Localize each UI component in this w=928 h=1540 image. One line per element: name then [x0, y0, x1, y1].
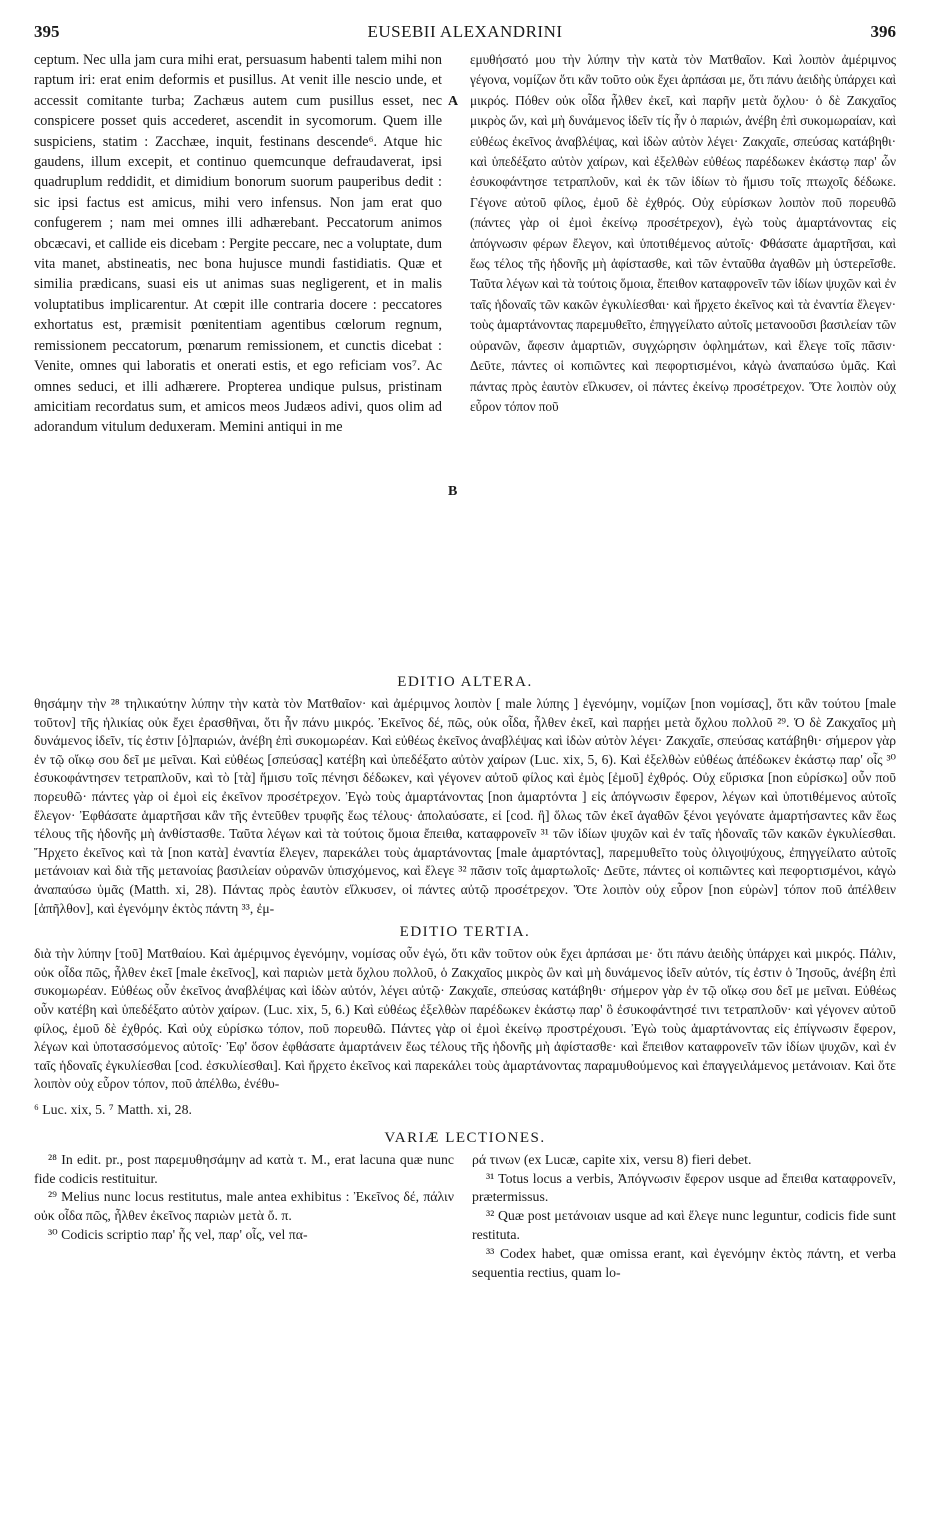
main-footnotes: ⁶ Luc. xix, 5. ⁷ Matth. xi, 28. — [34, 1101, 192, 1117]
variant-note: ³³ Codex habet, quæ omissa erant, καὶ ἐγενόμην ἐκτὸς πάντη, et verba sequentia rectius, quam lo- — [472, 1245, 896, 1280]
variant-note: ρά τινων (ex Lucæ, capite xix, versu 8) fieri debet. — [472, 1151, 752, 1167]
editio-altera-heading: EDITIO ALTERA. — [397, 674, 533, 690]
variant-note: ³⁰ Codicis scriptio παρ' ἧς vel, παρ' οἷς, vel πα- — [48, 1227, 308, 1243]
margin-letter-a: A — [448, 94, 459, 109]
editio-altera-text: θησάμην τὴν ²⁸ τηλικαύτην λύπην τὴν κατὰ τὸν Ματθαῖον· καὶ ἀμέριμνος λοιπὸν [ male λύπης ] ἐγενόμην, νομίζων [non νομίσας], ὅτι κἂν τούτου [male τοῦτον] τῆς ἡλικίας οὐκ ἔχει ἐρασθῆναι, ὅτι ἦν πάνυ μικρός. Ἐκεῖνος δέ, πῶς, οὐκ οἶδα, ἦλθεν ἐκεῖ, καὶ παρῄει μετὰ ὄχλου πολλοῦ ²⁹. Ὁ δὲ Ζακχαῖος μὴ δυνάμενος ἰδεῖν, τίς ἐστιν [ὁ]παριών, ἀνέβη ἐπὶ συκομωρέαν. Καὶ εὐθέως ἐκεῖνος ἀναβλέψας καὶ ἰδὼν αὐτὸν λέγει· Ζακχαῖε, σπεύσας κατάβηθι· σήμερον γὰρ ἐν τῷ οἴκῳ σου δεῖ με μεῖναι. Καὶ εὐθέως [σπεύσας] κατέβη καὶ ὑπεδέξατο αὐτὸν χαίρων (Luc. xix, 5, 6). Καὶ ἐξελθὼν εὐθέως ἀπέδωκεν ἑκάστῳ παρ' οἷς ³⁰ ἐσυκοφάντησεν τετραπλοῦν, καὶ τὸ [τὰ] ἥμισυ τοῖς πένησι δέδωκεν, καὶ γέγονεν αὐτοῦ φίλος καὶ ἐμὸς [ἐμοῦ] ἐχθρός. Οὐχ εὕρισκα [non εὑρίσκω] οὖν ποῦ πορευθῶ· πάντες γὰρ οἱ ἐμοὶ εἰς ἐκεῖνον προσέτρεχον. Ἐγὼ τοὺς ἁμαρτάνοντας [non ἁμαρτόντα ] εἰς ἀπόγνωσιν ἔφερον, λέγων καὶ ὑποτιθέμενος αὐτοῖς ἔλεγον· Ἐφθάσατε ἁμαρτῆσαι κἂν τῆς ἐντεῦθεν τρυφῆς ἕως τέλους· ἀπολαύσατε, εἰ [cod. ἢ] ὅλως τῶν ἐκεῖ ἀγαθῶν ξένοι γεγόνατε ἁμαρτήσαντες κἂν ἕως τέλους τῆς ἡδονῆς μὴ ἀνθίστασθε. Ταῦτα λέγων καὶ τὰ τούτοις ὅμοια ἔπειθα, καταφρονεῖν ³¹ τῶν ἰδίων ψυχῶν καὶ ἐν ταῖς ἡδοναῖς τῶν κακῶν ἐγκυλίεσθαι. Ἤρχετο ἐκεῖνος καὶ τὰ [non κατὰ] ἐναντία ἔλεγεν, παρεκάλει τοὺς ἁμαρτάνοντας [male ἁμαρτόντας], παρεμυθεῖτο τοὺς ὀλιγοψύχους, ἐπηγγείλατο αὐτοῖς μετάνοιαν καὶ διὰ τῆς μετανοίας βασιλείαν οὐρανῶν ὑπισχόμενος, καὶ ἔλεγε ³² πᾶσιν τοῖς ἁμαρτωλοῖς· Δεῦτε, πάντες οἱ κοπιῶντες καὶ πεφορτισμένοι, κἀγὼ ἀναπαύσω ὑμᾶς (Matth. xi, 28). Πάντας πρὸς ἑαυτὸν εἵλκυσεν, οἱ πάντες αὐτῷ προσέτρεχον. Ὅτε λοιπὸν οὐχ εὗρον [non εὑρὼν] τόπον ποῦ ἀπέλθειν [ἀπῆλθον], καὶ ἐγενόμην ἐκτὸς πάντη ³³, ἐμ- — [34, 696, 896, 916]
variae-lectiones-heading: VARIÆ LECTIONES. — [384, 1129, 546, 1146]
variant-note: ²⁸ In edit. pr., post παρεμυθησάμην ad κατὰ τ. M., erat lacuna quæ nunc fide codicis restituitur. — [34, 1151, 454, 1186]
variae-left-column — [34, 1151, 454, 1245]
page-number-left: 395 — [34, 22, 60, 41]
variant-note: ³¹ Totus locus a verbis, Ἀπόγνωσιν ἔφερον usque ad ἔπειθα καταφρονεῖν, prætermissus. — [472, 1170, 896, 1205]
greek-column: εμυθήσατό μου τὴν λύπην τὴν κατὰ τὸν Ματθαῖον. Καὶ λοιπὸν ἀμέριμνος γέγονα, νομίζων ὅτι κἂν τοῦτο οὐκ ἔχει ἁρπάσαι με, ὅτι πάνυ ἀειδὴς ὑπάρχει καὶ μικρός. Πόθεν οὐκ οἶδα ἦλθεν ἐκεῖ, καὶ παρῆν μετὰ ὄχλου· ὁ δὲ Ζακχαῖος μικρὸς ὤν, καὶ μὴ δυνάμενος ἰδεῖν τίς ἦν ὁ παριών, ἀνέβη ἐπὶ συκομωραίαν, καὶ εὐθέως ἐκεῖνος ἀναβλέψας, καὶ ἰδὼν αὐτὸν λέγει· Ζακχαῖε, σπεύσας κατάβηθι· καὶ ὑπεδέξατο αὐτὸν χαίρων, καὶ ἐξελθὼν εὐθέως παρέδωκεν ἑκάστῳ παρ' ὧν ἐσυκοφάντησε τετραπλοῦν, καὶ ἐκ τῶν ἰδίων τὸ ἥμισυ τοῖς πτωχοῖς δέδωκε. Γέγονε αὐτοῦ φίλος, ἐμοῦ δὲ ἐχθρός. Οὐχ εὑρίσκων λοιπὸν ποῦ πορευθῶ (πάντες γὰρ οἱ ἐμοὶ ἐκείνῳ προσέτρεχον), ἐγὼ τοὺς ἁμαρτάνοντας εἰς ἀπόγνωσιν φέρων ἔλεγον, καὶ ὑποτιθέμενος αὐτοῖς· Φθάσατε ἁμαρτῆσαι, καὶ ἕως τέλος τῆς ἡδονῆς μὴ ἀφίστασθε, καὶ τῶν ἐνταῦθα ἀγαθῶν μὴ ὑστερεῖσθε. Ταῦτα λέγων καὶ τὰ τούτοις ὅμοια, ἔπειθον καταφρονεῖν τῶν ἰδίων ψυχῶν καὶ ἐν ταῖς ἡδοναῖς τῶν κακῶν ἐγκυλίεσθαι· καὶ ἤρχετο ἐκεῖνος καὶ τὰ ἐναντία ἔλεγεν· τοὺς ἁμαρτάνοντας παρεμυθεῖτο, ἐπηγγείλατο αὐτοῖς μετανοοῦσι βασιλείαν τῶν οὐρανῶν, ἄφεσιν ἁμαρτιῶν, συγχώρησιν ὀφλημάτων, καὶ ἔλεγε τοῖς πᾶσιν· Δεῦτε, πάντες οἱ κοπιῶντες καὶ πεφορτισμένοι, κἀγὼ ἀναπαύσω ὑμᾶς. Καὶ πάντας πρὸς ἑαυτὸν εἵλκυσεν, οἱ πάντες ἐκείνῳ προσέτρεχον. Ὅτε λοιπὸν οὐχ εὗρον τόπον ποῦ — [470, 52, 896, 414]
editio-tertia-text: διὰ τὴν λύπην [τοῦ] Ματθαίου. Καὶ ἀμέριμνος ἐγενόμην, νομίσας οὖν ἐγώ, ὅτι κἂν τοῦτον οὐκ ἔχει ἁρπάσαι με· ὅτι πάνυ ἀειδὴς ὑπάρχει καὶ μικρός. Πάλιν, οὐκ οἶδα πῶς, ἦλθεν ἐκεῖ [male ἐκεῖνος], καὶ παριὼν μετὰ ὄχλου πολλοῦ, ὁ Ζακχαῖος μικρὸς ὢν καὶ μὴ δυνάμενος ἰδεῖν αὐτόν, τίς ἐστιν ὁ Ἰησοῦς, ἀνέβη ἐπὶ συκομωρέαν. Εὐθέως οὖν ἐκεῖνος ἀναβλέψας καὶ ἰδὼν αὐτόν, λέγει αὐτῷ· Ζακχαῖε, σπεύσας κατάβηθι· σήμερον γὰρ ἐν τῷ οἴκῳ σου δεῖ με μεῖναι. Εὐθέως οὖν κατέβη καὶ ὑπεδέξατο αὐτὸν χαίρων. (Luc. xix, 5, 6.) Καὶ εὐθέως ἐξελθὼν παρέδωκεν ἑκάστῳ παρ' ὃ ἐσυκοφάντησέ τινι τετραπλοῦν· καὶ γέγονεν αὐτοῦ φίλος, ἐμοῦ δὲ ἐχθρός. Καὶ οὐχ εὑρίσκω τόπον, ποῦ πορευθῶ. Πάντες γὰρ οἱ ἐμοὶ ἐκείνῳ προστρέχουσι. Ἐγὼ τοὺς ἁμαρτάνοντας εἰς ἐπίγνωσιν ἔφερον, λέγων καὶ ὑποτασσόμενος αὐτοῖς· Ἐφ' ὅσον ἐφθάσατε ἁμαρτάνειν ἕως τέλους τῆς ἡδονῆς μὴ ἀφίστασθε· καὶ ἔπειθον καταφρονεῖν τῶν ἰδίων ψυχῶν, καὶ ἐν ταῖς ἡδοναῖς ἐγκυλίεσθαι [cod. ἐσκυλίεσθαι]. Καὶ ἤρχετο ἐκεῖνος καὶ παρεκάλει τοὺς ἁμαρτάνοντας παραμυθούμενος καὶ ἐπαγγειλάμενος μετάνοιαν. Καὶ ὅτε λοιπὸν οὐχ εὗρον τόπον, ποῦ ἀπέλθω, ἐνέθυ- — [34, 946, 896, 1092]
variant-note: ²⁹ Melius nunc locus restitutus, male antea exhibitus : Ἐκεῖνος δέ, πάλιν οὐκ οἶδα πῶς, ἦλθεν ἐκεῖνος παριὼν μετὰ ὄ. π. — [34, 1189, 454, 1224]
running-title: EUSEBII ALEXANDRINI — [367, 22, 563, 41]
main-parallel-text — [34, 50, 896, 670]
variant-note: ³² Quæ post μετάνοιαν usque ad καὶ ἔλεγε nunc leguntur, codicis fide sunt restituta. — [472, 1208, 896, 1243]
latin-column: ceptum. Nec ulla jam cura mihi erat, persuasum habenti talem mihi non raptum iri: erat enim deformis et pusillus. At venit ille nescio unde, et accessit comitante turba; Zachæus autem cum pusillus esset, nec conspicere posset quis accederet, ascendit in sycomorum. Quem ille suspiciens, statim : Zacchæe, inquit, festinans descende⁶. Atque hic gaudens, illum excepit, et continuo quemcunque defraudaverat, ipsi quadruplum reddidit, et dimidium bonorum suorum pauperibus dedit : sic ipsi factus est amicus, mihi vero infensus. Non jam erat quo confugerem ; nam mei omnes illi adhærebant. Peccatorum animos obcæcavi, et callide eis dicebam : Pergite peccare, nec a voluptate, dum vita manet, abstineatis, nec bona hujusce mundi fastidiatis. Quæ et similia prædicans, suasi eis ut animas suas negligerent, et in malis voluptatibus implicarentur. At cœpit ille contraria docere : peccatores exhortatus est, præmisit pœnitentiam agentibus cœlorum regnum, remissionem peccatorum, pœnarum remissionem, et cunctis dicebat : Venite, omnes qui laboratis et onerati estis, et ego reficiam vos⁷. Ac omnes seduci, et illi adhærere. Propterea undique pulsus, pristinam amicitiam recordatus sum, et amicos meos Judæos adivi, quos olim ad adorandum vitulum deduxeram. Memini antiqui in me — [34, 52, 442, 436]
editio-tertia-heading: EDITIO TERTIA. — [399, 924, 531, 941]
page-number-right: 396 — [870, 22, 896, 41]
variae-lectiones — [34, 1151, 896, 1391]
page — [34, 22, 896, 1391]
variae-right-column — [472, 1151, 896, 1283]
page-header — [34, 22, 896, 50]
margin-letter-b: B — [448, 484, 458, 499]
